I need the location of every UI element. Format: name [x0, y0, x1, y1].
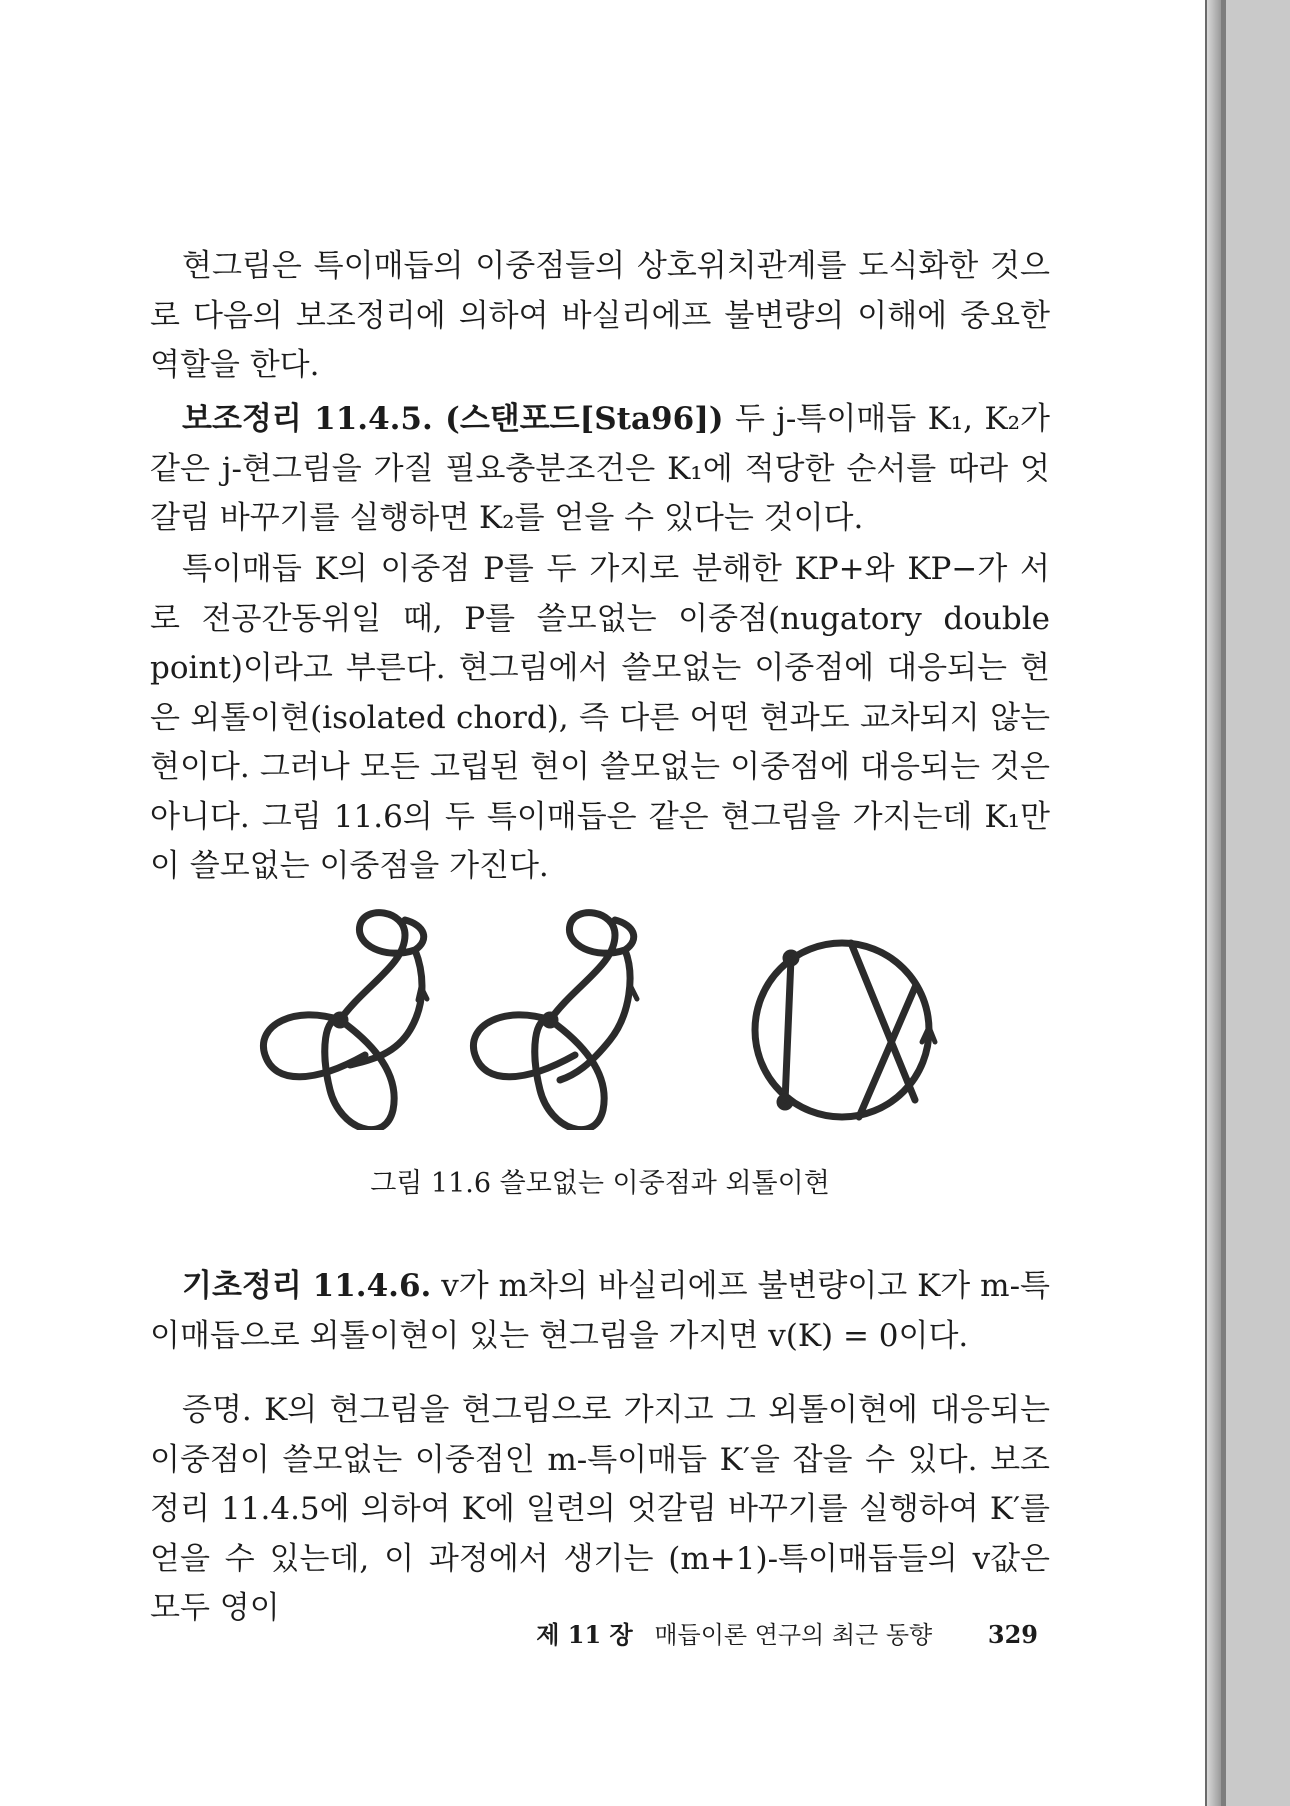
figure-11-6: [255, 905, 975, 1130]
k2-orientation-arrow: [628, 987, 637, 1000]
page-number: 329: [987, 1620, 1038, 1649]
k1-bottom-loop: [325, 1020, 394, 1130]
k2-top-loop: [550, 913, 634, 1020]
page-edge-shadow: [1207, 0, 1221, 1806]
chord-crossing-b: [859, 985, 916, 1117]
proof-text: 증명. K의 현그림을 현그림으로 가지고 그 외톨이현에 대응되는 이중점이 쓸모없는 이중점인 m-특이매듭 K′을 잡을 수 있다. 보조정리 11.4.5에 의하여 K에 일련의 엇갈림 바꾸기를 실행하여 K′를 얻을 수 있는데, 이 과정에서 생기는 (m+1)-특이매듭들의 v값은 모두 영이: [150, 1392, 1050, 1626]
lemma-paragraph: [150, 395, 1050, 544]
theorem-paragraph: [150, 1262, 1050, 1361]
theorem-block: [150, 1262, 1050, 1361]
footer-chapter: 제 11 장: [536, 1620, 633, 1649]
paragraph-nugatory: [150, 545, 1050, 892]
intro-text: 현그림은 특이매듭의 이중점들의 상호위치관계를 도식화한 것으로 다음의 보조정리에 의하여 바실리에프 불변량의 이해에 중요한 역할을 한다.: [150, 248, 1050, 383]
k1-top-loop: [340, 913, 424, 1020]
proof-block: [150, 1386, 1050, 1634]
lemma-body: 두 j-특이매듭 K₁, K₂가 같은 j-현그림을 가질 필요충분조건은 K₁에 적당한 순서를 따라 엇갈림 바꾸기를 실행하면 K₂를 얻을 수 있다는 것이다.: [150, 401, 1050, 536]
lemma-title: 보조정리 11.4.5. (스탠포드[Sta96]): [182, 401, 724, 437]
chord-endpoint-top: [786, 953, 796, 963]
running-footer: [536, 1615, 1038, 1650]
knot-k1-diagram: [263, 913, 427, 1130]
theorem-body: v가 m차의 바실리에프 불변량이고 K가 m-특이매듭으로 외톨이현이 있는 현그림을 가지면 v(K) = 0이다.: [150, 1268, 1050, 1354]
theorem-title: 기초정리 11.4.6.: [182, 1268, 432, 1304]
footer-title: 매듭이론 연구의 최근 동향: [654, 1621, 933, 1649]
knot-k2-diagram: [473, 913, 637, 1130]
isolated-chord: [785, 958, 791, 1102]
k2-double-point: [545, 1015, 555, 1025]
page-edge-border: [1221, 0, 1226, 1806]
k1-double-point: [335, 1015, 345, 1025]
paragraph-intro: [150, 242, 1050, 391]
lemma-block: [150, 395, 1050, 544]
chord-circle: [755, 943, 929, 1117]
figure-caption: 그림 11.6 쓸모없는 이중점과 외톨이현: [370, 1168, 830, 1199]
chord-endpoint-bottom: [780, 1097, 790, 1107]
chord-diagram: [755, 943, 935, 1117]
nugatory-text: 특이매듭 K의 이중점 P를 두 가지로 분해한 KP+와 KP−가 서로 전공간동위일 때, P를 쓸모없는 이중점(nugatory double point)이라고 부른다. 현그림에서 쓸모없는 이중점에 대응되는 현은 외톨이현(isolated chord), 즉 다른 어떤 현과도 교차되지 않는 현이다. 그러나 모든 고립된 현이 쓸모없는 이중점에 대응되는 것은 아니다. 그림 11.6의 두 특이매듭은 같은 현그림을 가지는데 K₁만이 쓸모없는 이중점을 가진다.: [150, 551, 1050, 884]
